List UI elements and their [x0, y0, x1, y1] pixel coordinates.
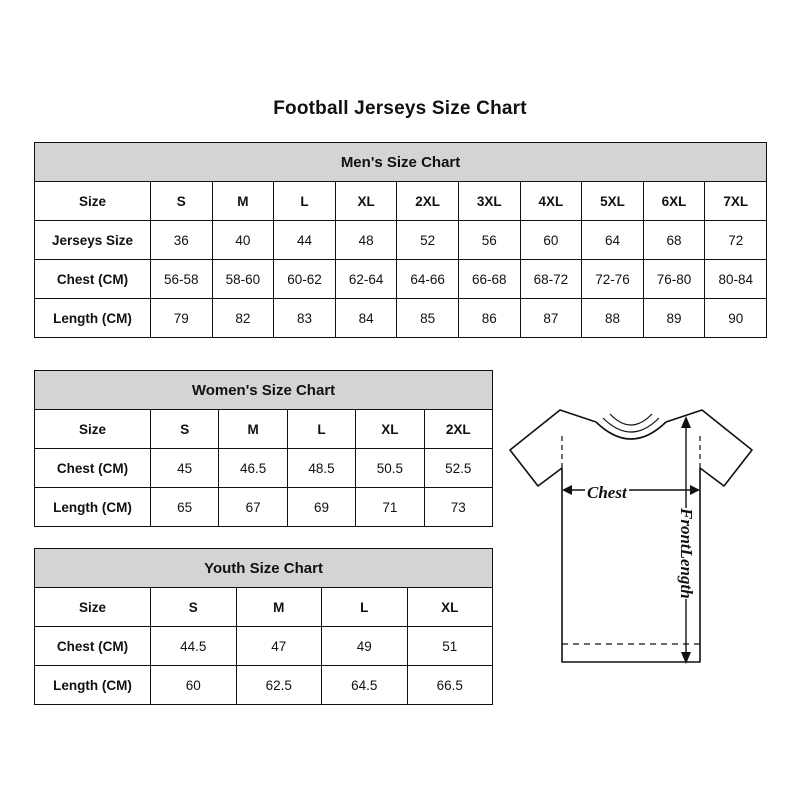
table-row: [35, 588, 493, 627]
table-row-label: Length (CM): [35, 488, 151, 527]
table-cell: 3XL: [458, 182, 520, 221]
mens-table-title: Men's Size Chart: [35, 143, 767, 182]
table-row: [35, 449, 493, 488]
table-cell: 73: [424, 488, 492, 527]
front-length-measure-label: FrontLength: [674, 508, 696, 599]
table-cell: 40: [212, 221, 274, 260]
table-row: [35, 627, 493, 666]
table-cell: 49: [322, 627, 408, 666]
womens-table-title: Women's Size Chart: [35, 371, 493, 410]
table-cell: 47: [236, 627, 322, 666]
table-cell: 67: [219, 488, 287, 527]
table-cell: 5XL: [582, 182, 644, 221]
table-cell: S: [151, 182, 213, 221]
table-cell: 90: [705, 299, 767, 338]
table-cell: 7XL: [705, 182, 767, 221]
table-cell: 4XL: [520, 182, 582, 221]
page-title: Football Jerseys Size Chart: [273, 98, 527, 119]
table-cell: 71: [356, 488, 424, 527]
table-cell: 66-68: [458, 260, 520, 299]
table-cell: 52.5: [424, 449, 492, 488]
table-cell: 50.5: [356, 449, 424, 488]
table-cell: 64-66: [397, 260, 459, 299]
youth-size-table: [34, 548, 493, 705]
table-cell: 64.5: [322, 666, 408, 705]
table-cell: 86: [458, 299, 520, 338]
table-cell: 87: [520, 299, 582, 338]
table-row-label: Jerseys Size: [35, 221, 151, 260]
table-cell: 36: [151, 221, 213, 260]
table-cell: 89: [643, 299, 705, 338]
table-header-row: [35, 371, 493, 410]
mens-size-chart: [34, 142, 766, 338]
womens-size-table: [34, 370, 493, 527]
table-cell: 48.5: [287, 449, 355, 488]
table-row: [35, 182, 767, 221]
tshirt-outline-icon: [500, 398, 790, 698]
table-cell: 80-84: [705, 260, 767, 299]
table-cell: 58-60: [212, 260, 274, 299]
table-cell: 44: [274, 221, 336, 260]
table-row-label: Chest (CM): [35, 627, 151, 666]
table-cell: 88: [582, 299, 644, 338]
table-row: [35, 488, 493, 527]
table-cell: 66.5: [407, 666, 493, 705]
table-cell: 72: [705, 221, 767, 260]
table-cell: M: [212, 182, 274, 221]
table-cell: 79: [151, 299, 213, 338]
table-cell: 48: [335, 221, 397, 260]
table-cell: 82: [212, 299, 274, 338]
table-header-row: [35, 549, 493, 588]
table-cell: S: [151, 588, 237, 627]
table-cell: XL: [407, 588, 493, 627]
table-cell: 60: [151, 666, 237, 705]
table-cell: 85: [397, 299, 459, 338]
table-cell: XL: [335, 182, 397, 221]
table-cell: 56: [458, 221, 520, 260]
table-cell: XL: [356, 410, 424, 449]
table-cell: 56-58: [151, 260, 213, 299]
table-cell: 60: [520, 221, 582, 260]
youth-table-title: Youth Size Chart: [35, 549, 493, 588]
table-cell: L: [322, 588, 408, 627]
table-cell: 52: [397, 221, 459, 260]
table-row-label: Chest (CM): [35, 449, 151, 488]
table-cell: 44.5: [151, 627, 237, 666]
table-cell: 68: [643, 221, 705, 260]
table-cell: 51: [407, 627, 493, 666]
table-cell: L: [287, 410, 355, 449]
table-row: [35, 299, 767, 338]
table-cell: 83: [274, 299, 336, 338]
table-cell: 65: [151, 488, 219, 527]
table-cell: 72-76: [582, 260, 644, 299]
womens-size-chart: [34, 370, 492, 527]
table-row-label: Length (CM): [35, 666, 151, 705]
table-cell: 60-62: [274, 260, 336, 299]
table-row-label: Chest (CM): [35, 260, 151, 299]
table-cell: M: [219, 410, 287, 449]
table-cell: 6XL: [643, 182, 705, 221]
chest-measure-label: Chest: [587, 483, 627, 502]
table-cell: 62-64: [335, 260, 397, 299]
table-cell: Size: [35, 410, 151, 449]
table-header-row: [35, 143, 767, 182]
table-row: [35, 666, 493, 705]
table-row-label: Length (CM): [35, 299, 151, 338]
table-cell: 2XL: [397, 182, 459, 221]
table-cell: 64: [582, 221, 644, 260]
mens-size-table: [34, 142, 767, 338]
table-cell: 68-72: [520, 260, 582, 299]
table-row: [35, 221, 767, 260]
table-cell: 62.5: [236, 666, 322, 705]
table-cell: Size: [35, 588, 151, 627]
table-cell: S: [151, 410, 219, 449]
table-cell: 84: [335, 299, 397, 338]
table-cell: 46.5: [219, 449, 287, 488]
table-cell: 2XL: [424, 410, 492, 449]
table-cell: Size: [35, 182, 151, 221]
table-cell: L: [274, 182, 336, 221]
table-cell: 76-80: [643, 260, 705, 299]
table-cell: 69: [287, 488, 355, 527]
table-cell: 45: [151, 449, 219, 488]
youth-size-chart: [34, 548, 492, 705]
table-row: [35, 410, 493, 449]
table-row: [35, 260, 767, 299]
table-cell: M: [236, 588, 322, 627]
